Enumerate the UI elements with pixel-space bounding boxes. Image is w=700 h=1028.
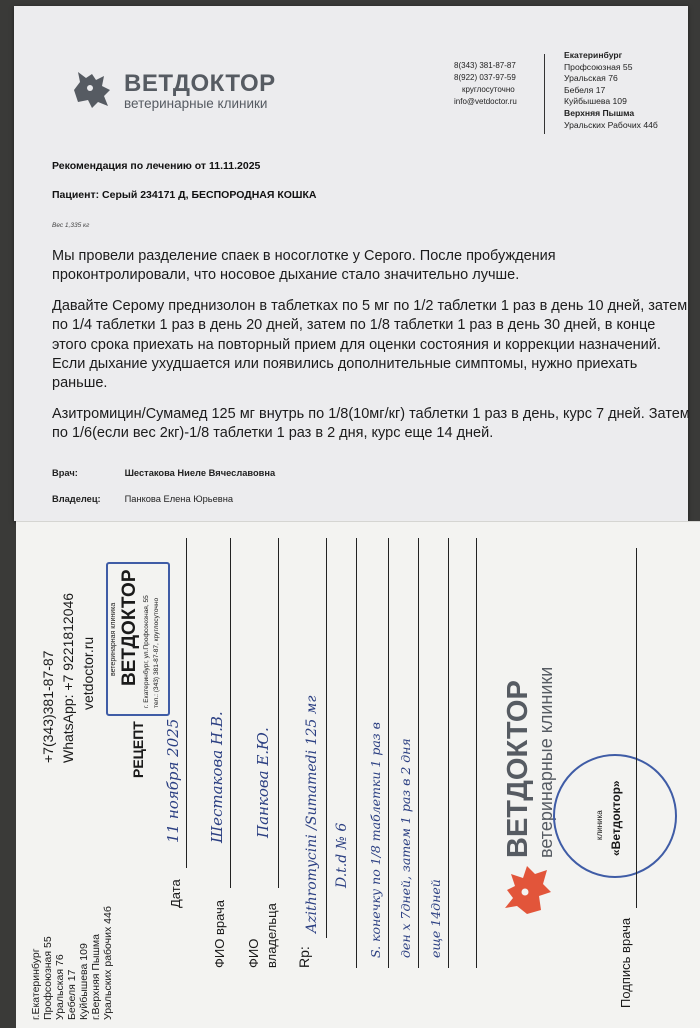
rp-text-2: D.t.d № 6 — [334, 822, 350, 888]
signature-label: Подпись врача — [618, 917, 633, 1008]
stamp-addr: г. Екатеринбург, ул.Профсоюзная, 55 — [143, 595, 150, 708]
hours: круглосуточно — [462, 85, 515, 94]
rp-line-3 — [388, 538, 389, 968]
date-label: Дата — [168, 879, 183, 908]
cat-dog-logo-icon — [70, 68, 118, 112]
cat-logo-icon — [501, 860, 553, 918]
address-line: Профсоюзная 55 — [42, 936, 54, 1020]
recommendation-title: Рекомендация по лечению от 11.11.2025 — [52, 160, 261, 172]
paragraph: Азитромицин/Сумамед 125 мг внутрь по 1/8(10мг/кг) таблетки 1 раз в день, курс 7 дней. Затем по 1/6(если вес 2кг)-1/8 таблетки 1 раз в 2 дня, курс еще 14 дней. — [52, 405, 690, 442]
address-block — [30, 906, 114, 1020]
clinic-name: ВЕТДОКТОР — [124, 70, 276, 97]
rp-label: Rp: — [296, 946, 312, 968]
address-line: Уральских рабочих 44б — [102, 906, 114, 1020]
owner-name: Панкова Елена Юрьевна — [124, 494, 234, 504]
weight-line: Вес 1,335 кг — [52, 222, 90, 229]
owner-fio-label: ФИО — [246, 938, 261, 968]
doctor-value: Шестакова Н.В. — [208, 711, 226, 843]
branch-item: Екатеринбург — [564, 50, 623, 60]
prescription-brand: ВЕТДОКТОР — [502, 680, 534, 858]
recommendation-sheet — [14, 6, 688, 521]
doctor-name: Шестакова Ниеле Вячеславовна — [124, 468, 276, 478]
clinic-tagline: ветеринарные клиники — [124, 96, 268, 111]
owner-line — [278, 538, 279, 888]
phone-1: 8(343) 381-87-87 — [454, 61, 516, 70]
rp-line-2 — [356, 538, 357, 968]
owner-value: Панкова Е.Ю. — [254, 727, 272, 838]
patient-line: Пациент: Серый 234171 Д, БЕСПОРОДНАЯ КОШКА — [52, 189, 317, 201]
address-line: Уральская 76 — [54, 954, 66, 1020]
clinic-rect-stamp — [106, 562, 170, 716]
header-divider — [544, 54, 545, 134]
stamp-tel: тел.: (343) 381-87-87, круглосуточно — [153, 597, 160, 708]
rp-text-5: еще 14дней — [428, 879, 443, 958]
paragraph: Мы провели разделение спаек в носоглотке у Серого. После пробуждения проконтролировали, что носовое дыхание стало значительно лучше. — [52, 248, 556, 284]
clinic-round-stamp — [553, 754, 677, 878]
branch-item: Верхняя Пышма — [564, 107, 635, 118]
branch-item: Уральская 76 — [564, 73, 618, 84]
owner-fio-label-2: владельца — [264, 903, 279, 968]
branch-item: Куйбышева 109 — [564, 96, 627, 107]
owner-row — [52, 494, 233, 504]
branch-item: Профсоюзная 55 — [564, 61, 633, 72]
rp-line-5 — [448, 538, 449, 968]
rp-text-4: ден х 7дней, затем 1 раз в 2 дня — [398, 738, 413, 958]
prescription-site: vetdoctor.ru — [80, 636, 96, 710]
prescription-phone: +7(343)381-87-87 — [40, 650, 56, 763]
round-stamp-label: клиника — [595, 810, 604, 840]
branch-item: Уральских Рабочих 44б — [564, 119, 658, 130]
rp-text-1: Azithromycini /Sumamedi 125 мг — [304, 695, 320, 933]
doctor-line — [230, 538, 231, 888]
rp-line-4 — [418, 538, 419, 968]
stamp-top: ветеринарная клиника — [110, 602, 117, 676]
signature-line — [636, 548, 637, 908]
rp-line-6 — [476, 538, 477, 968]
prescription-heading: РЕЦЕПТ — [130, 721, 146, 778]
stamp-brand: ВЕТДОКТОР — [119, 569, 140, 686]
round-stamp-center: «Ветдоктор» — [609, 780, 623, 856]
owner-label: Владелец: — [52, 494, 101, 504]
prescription-form — [16, 521, 700, 1028]
branch-list — [564, 50, 658, 131]
rp-line-1 — [326, 538, 327, 938]
clinic-logo — [70, 68, 310, 114]
doctor-fio-label: ФИО врача — [212, 899, 227, 968]
email: info@vetdoctor.ru — [454, 97, 517, 106]
branch-item: Бебеля 17 — [564, 84, 606, 95]
address-line: Куйбышева 109 — [78, 943, 90, 1020]
prescription-rotated — [16, 522, 700, 1028]
address-line: г.Екатеринбург — [30, 948, 42, 1020]
doctor-label: Врач: — [52, 468, 78, 478]
date-line — [186, 538, 187, 868]
recommendation-body — [52, 247, 692, 455]
prescription-tagline: ветеринарные клиники — [536, 666, 556, 858]
rp-text-3: S. конечку по 1/8 таблетки 1 раз в — [368, 722, 383, 958]
date-value: 11 ноября 2025 — [164, 718, 182, 843]
address-line: Бебеля 17 — [66, 969, 78, 1020]
prescription-whatsapp: WhatsApp: +7 9221812046 — [60, 592, 76, 763]
paragraph: Давайте Серому преднизолон в таблетках по 5 мг по 1/2 таблетки 1 раз в день 10 дней, затем по 1/4 таблетки 1 раз в день 20 дней, затем по 1/8 таблетки 1 раз в день 30 дней, в конце этого срока приехать на повторный прием для оценки состояния и коррекции назначений. Если дыхание ухудшается или появились дополнительные симптомы, нужно приехать раньше. — [52, 297, 688, 392]
clinic-contacts — [454, 60, 517, 108]
phone-2: 8(922) 037-97-59 — [454, 73, 516, 82]
doctor-row — [52, 468, 275, 478]
address-line: г.Верхняя Пышма — [90, 934, 102, 1020]
